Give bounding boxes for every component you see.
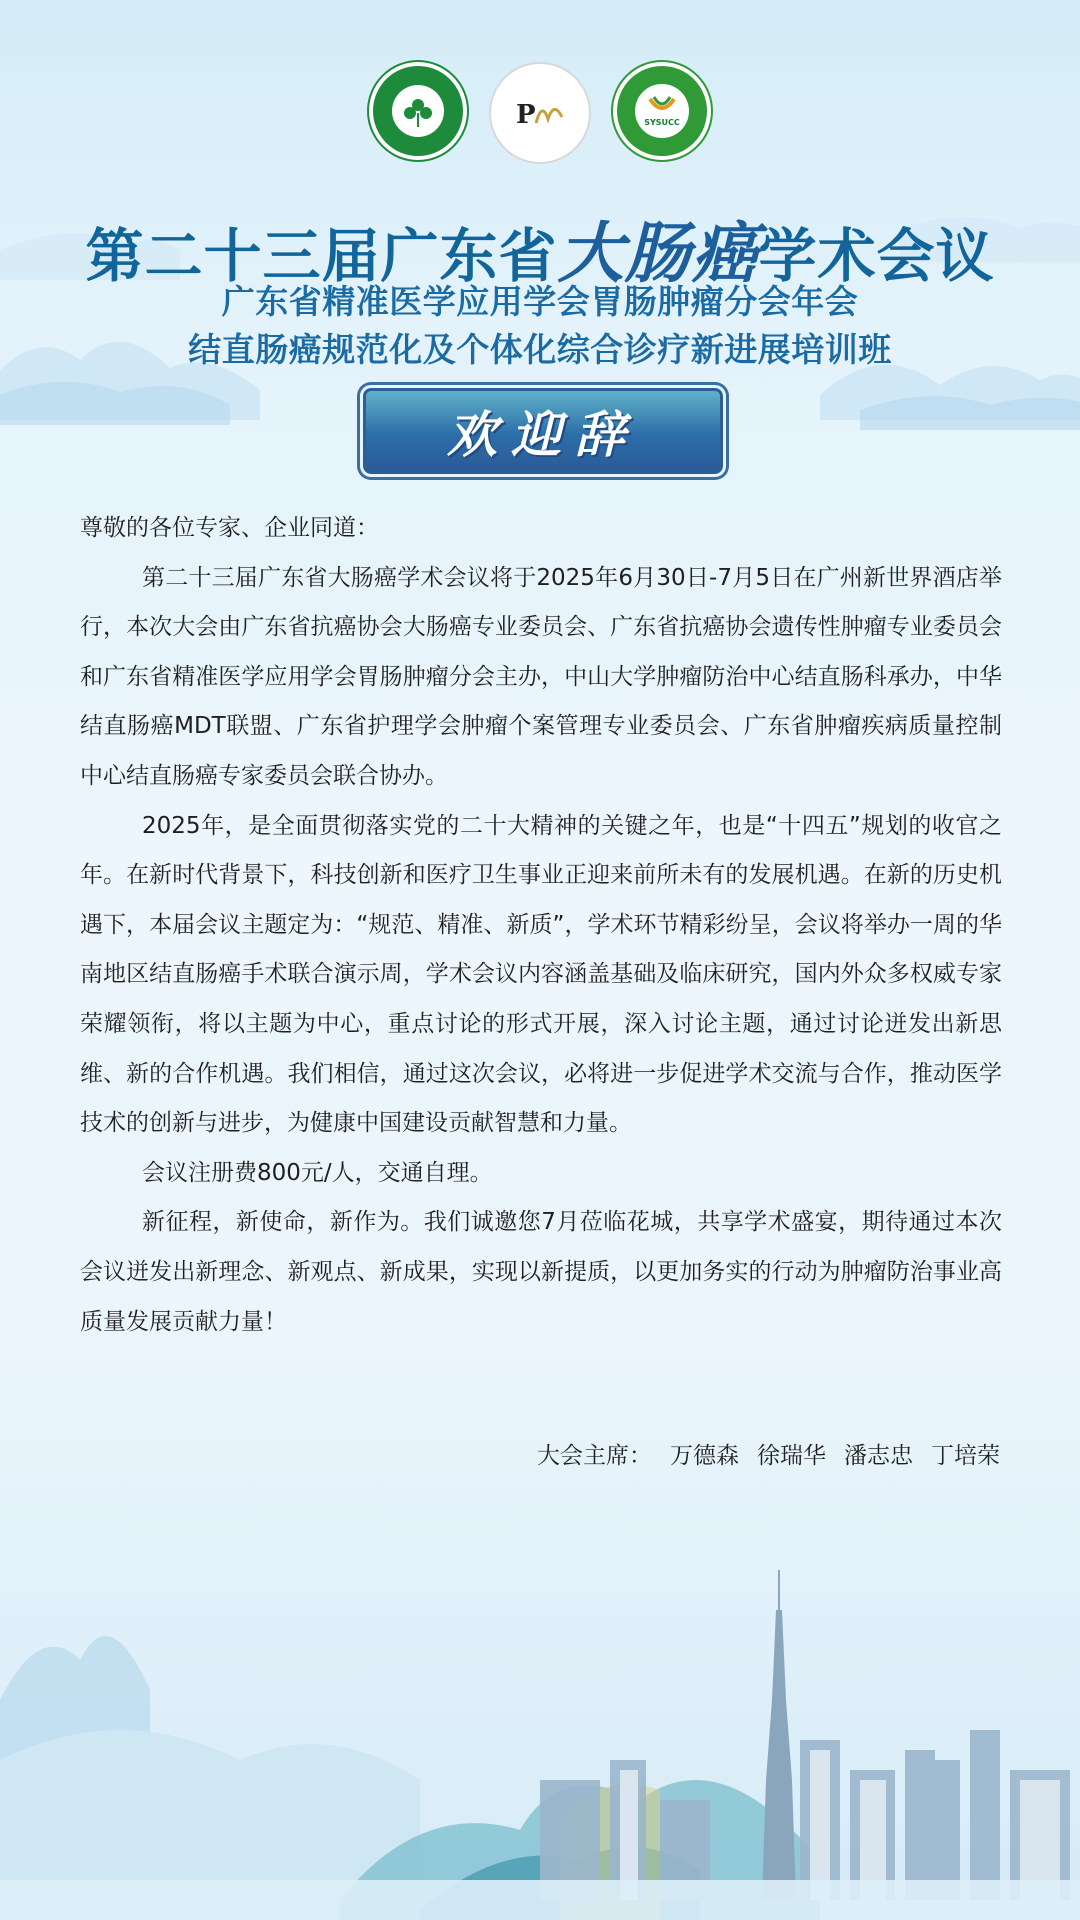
subtitle-training-course: 结直肠癌规范化及个体化综合诊疗新进展培训班 <box>188 330 892 369</box>
subtitle-annual-meeting: 广东省精准医学应用学会胃肠肿瘤分会年会 <box>221 282 859 321</box>
title-part1: 第二十三届广东省 <box>85 222 558 290</box>
logo-row <box>0 62 1080 164</box>
chairs-label: 大会主席： <box>537 1443 652 1469</box>
chair-name: 丁培荣 <box>931 1443 1000 1469</box>
paragraph-organizers: 第二十三届广东省大肠癌学术会议将于2025年6月30日-7月5日在广州新世界酒店举行，本次大会由广东省抗癌协会大肠癌专业委员会、广东省抗癌协会遗传性肿瘤专业委员会和广东省精准医学应用学会胃肠肿瘤分会主办，中山大学肿瘤防治中心结直肠科承办，中华结直肠癌MDT联盟、广东省护理学会肿瘤个案管理专业委员会、广东省肿瘤疾病质量控制中心结直肠癌专家委员会联合协办。 <box>80 564 1002 789</box>
ribbon-icon <box>646 95 678 117</box>
paragraph-registration-fee: 会议注册费800元/人，交通自理。 <box>142 1159 493 1186</box>
chair-name: 徐瑞华 <box>757 1443 826 1469</box>
paragraph-invitation: 新征程，新使命，新作为。我们诚邀您7月莅临花城，共享学术盛宴，期待通过本次会议迸发出新理念、新观点、新成果，实现以新提质，以更加务实的行动为肿瘤防治事业高质量发展贡献力量！ <box>80 1209 1002 1335</box>
precision-medicine-association-logo <box>489 62 591 164</box>
welcome-heading: 欢迎辞 <box>447 405 639 464</box>
salutation: 尊敬的各位专家、企业同道： <box>80 515 379 541</box>
chair-name: 潘志忠 <box>844 1443 913 1469</box>
welcome-badge <box>363 388 723 474</box>
sysucc-text: SYSUCC <box>644 118 680 127</box>
pm-monogram-icon <box>510 93 570 133</box>
welcome-letter <box>80 504 1002 1347</box>
flower-icon <box>392 85 444 137</box>
sysucc-logo <box>613 62 711 160</box>
chair-name: 万德森 <box>670 1443 739 1469</box>
svg-text:P: P <box>516 100 536 130</box>
paragraph-theme: 2025年，是全面贯彻落实党的二十大精神的关键之年，也是“十四五”规划的收官之年。在新时代背景下，科技创新和医疗卫生事业正迎来前所未有的发展机遇。在新的历史机遇下，本届会议主题定为：“规范、精准、新质”，学术环节精彩纷呈，会议将举办一周的华南地区结直肠癌手术联合演示周，学术会议内容涵盖基础及临床研究，国内外众多权威专家荣耀领衔，将以主题为中心，重点讨论的形式开展，深入讨论主题，通过讨论迸发出新思维、新的合作机遇。我们相信，通过这次会议，必将进一步促进学术交流与合作，推动医学技术的创新与进步，为健康中国建设贡献智慧和力量。 <box>80 812 1002 1137</box>
title-part2: 学术会议 <box>758 222 995 290</box>
guangdong-anti-cancer-association-logo <box>369 62 467 160</box>
title-highlight: 大肠癌 <box>557 214 759 292</box>
chairs-signature <box>537 1437 1000 1470</box>
